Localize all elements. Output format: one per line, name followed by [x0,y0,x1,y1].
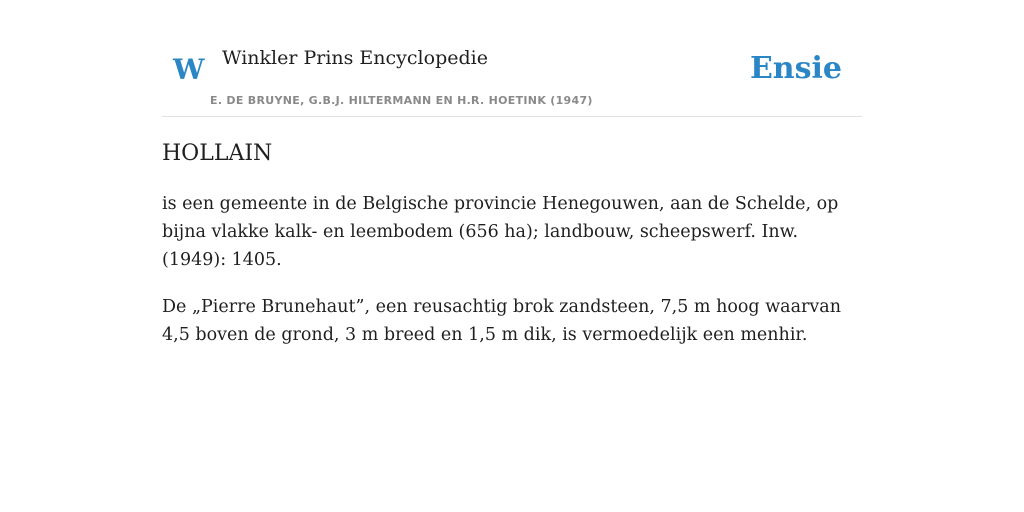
article-paragraph: De „Pierre Brunehaut”, een reusachtig brok zandsteen, 7,5 m hoog waarvan 4,5 boven de grond, 3 m breed en 1,5 m dik, is vermoedelijk een menhir. [162,297,841,345]
encyclopedia-authors: E. DE BRUYNE, G.B.J. HILTERMANN EN H.R. HOETINK (1947) [210,94,593,107]
encyclopedia-title[interactable]: Winkler Prins Encyclopedie [222,47,488,69]
article [162,138,862,368]
article-headword: HOLLAIN [162,141,273,166]
article-paragraph: is een gemeente in de Belgische provincie Henegouwen, aan de Schelde, op bijna vlakke kalk- en leembodem (656 ha); landbouw, scheepswerf. Inw. (1949): 1405. [162,194,839,270]
winkler-prins-logo[interactable]: W [173,53,205,86]
ensie-brand-logo[interactable]: Ensie [749,51,842,86]
encyclopedia-header [162,0,862,117]
